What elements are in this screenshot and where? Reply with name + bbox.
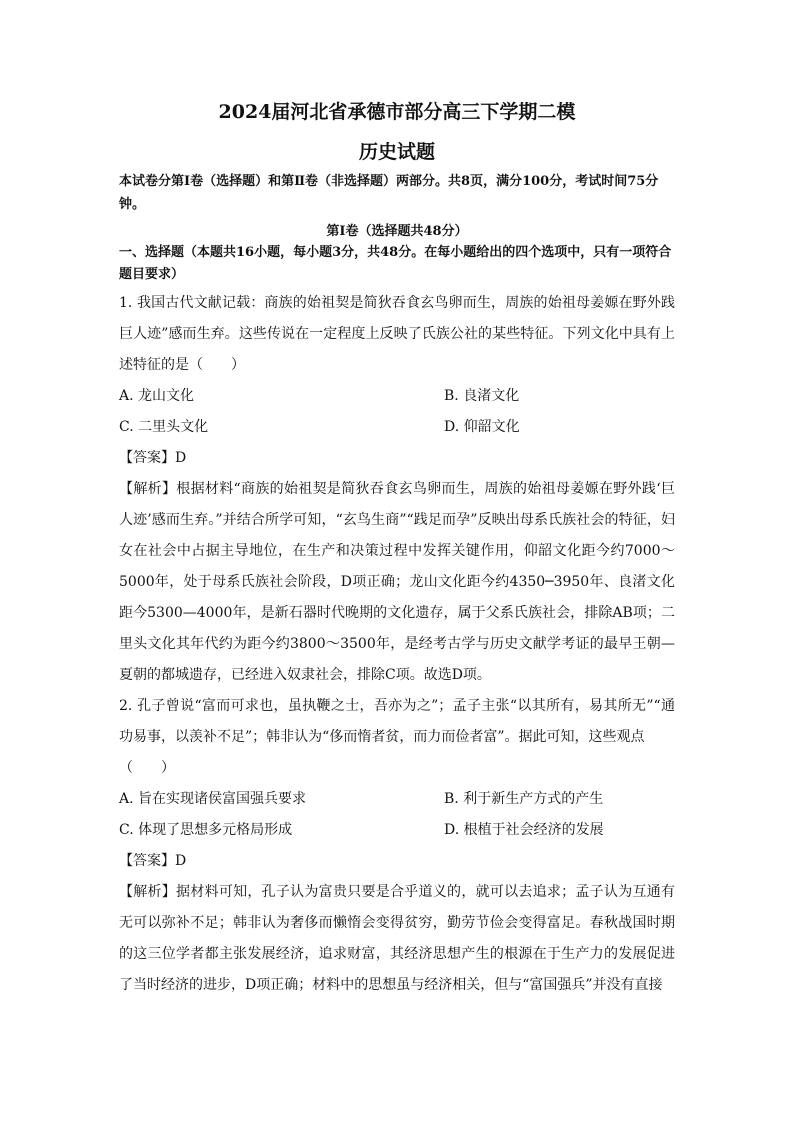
option-d: D. 根植于社会经济的发展 [444, 822, 604, 838]
option-b: B. 良渚文化 [444, 388, 520, 404]
analysis: 【解析】据材料可知，孔子认为富贵只要是合乎道义的，就可以去追求；孟子认为互通有无可以弥补不足；韩非认为奢侈而懒惰会变得贫穷，勤劳节俭会变得富足。春秋战国时期的这三位学者都主张发展经济，追求财富，其经济思想产生的根源在于生产力的发展促进了当时经济的进步，D项正确；材料中的思想虽与经济相关，但与“富国强兵”并没有直接 [119, 884, 675, 993]
question-stem-tail: （ ） [119, 760, 175, 776]
question-2 [119, 691, 675, 1001]
option-d: D. 仰韶文化 [444, 419, 520, 435]
option-a: A. 龙山文化 [119, 388, 195, 404]
question-stem: 2. 孔子曾说“富而可求也，虽执鞭之士，吾亦为之”；孟子主张“以其所有，易其所无”“通功易事，以羡补不足”；韩非认为“侈而惰者贫，而力而俭者富”。据此可知，这些观点 [119, 698, 675, 745]
option-grid [119, 381, 675, 443]
answer: 【答案】D [119, 853, 187, 869]
option-c: C. 体现了思想多元格局形成 [119, 822, 293, 838]
question-1 [119, 288, 675, 691]
page-content [119, 100, 675, 1001]
option-a: A. 旨在实现诸侯富国强兵要求 [119, 791, 307, 807]
option-b: B. 利于新生产方式的产生 [444, 791, 604, 807]
section-instruction: 一、选择题（本题共16小题，每小题3分，共48分。在每小题给出的四个选项中，只有一项符合题目要求） [119, 245, 672, 282]
exam-intro: 本试卷分第Ⅰ卷（选择题）和第Ⅱ卷（非选择题）两部分。共8页，满分100分，考试时间75分钟。 [119, 174, 659, 212]
analysis: 【解析】根据材料“商族的始祖契是简狄吞食玄鸟卵而生，周族的始祖母姜嫄在野外践‘巨人迹’感而生弃。”并结合所学可知，“玄鸟生商”“践足而孕”反映出母系氏族社会的特征，妇女在社会中占据主导地位，在生产和决策过程中发挥关键作用，仰韶文化距今约7000～5000年，处于母系氏族社会阶段，D项正确；龙山文化距今约4350─3950年、良渚文化距今5300—4000年，是新石器时代晚期的文化遗存，属于父系氏族社会，排除AB项；二里头文化其年代约为距今约3800～3500年，是经考古学与历史文献学考证的最早王朝—夏朝的都城遗存，已经进入奴隶社会，排除C项。故选D项。 [119, 481, 675, 683]
answer: 【答案】D [119, 450, 187, 466]
option-grid [119, 784, 675, 846]
exam-title: 2024届河北省承德市部分高三下学期二模 [218, 101, 576, 123]
exam-subtitle: 历史试题 [358, 141, 435, 163]
option-c: C. 二里头文化 [119, 419, 209, 435]
question-stem: 1. 我国古代文献记载：商族的始祖契是简狄吞食玄鸟卵而生，周族的始祖母姜嫄在野外践巨人迹”感而生弃。这些传说在一定程度上反映了氏族公社的某些特征。下列文化中具有上述特征的是（ ） [119, 295, 675, 373]
section-title: 第Ⅰ卷（选择题共48分） [326, 224, 468, 239]
